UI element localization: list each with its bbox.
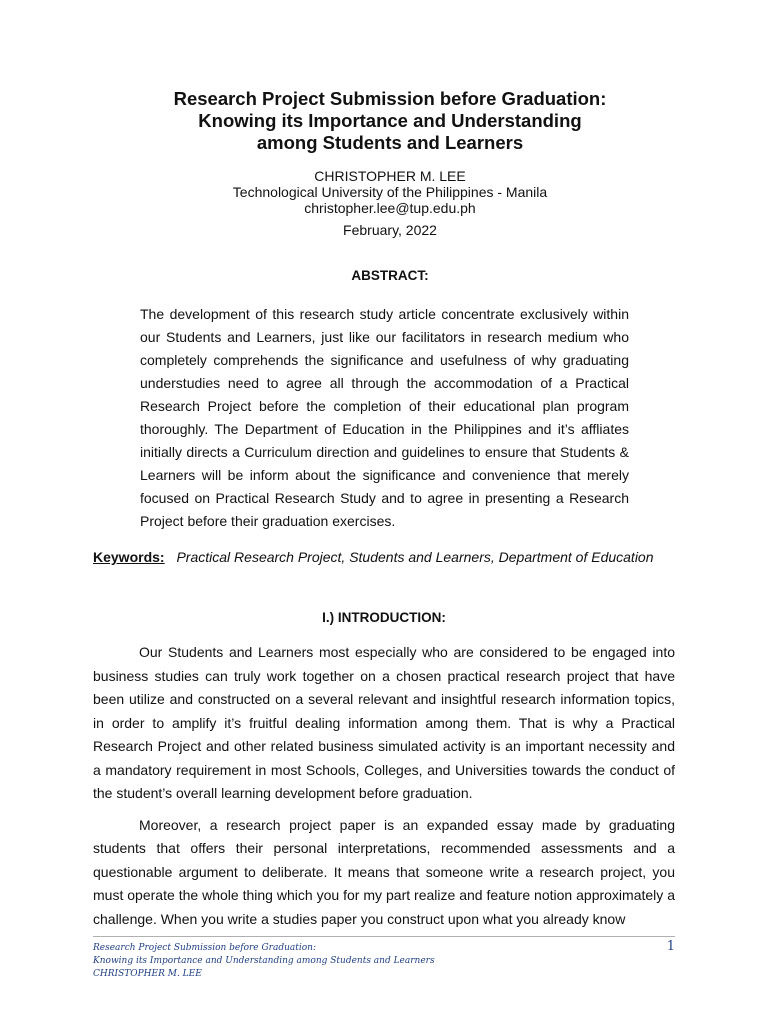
author-name: CHRISTOPHER M. LEE bbox=[314, 168, 466, 184]
publication-date: February, 2022 bbox=[343, 222, 437, 238]
introduction-paragraph: Our Students and Learners most especially who are considered to be engaged into business studies can truly work together on a chosen practical research project that have been utilize and constructed on a several relevant and insightful research information topics, in order to amplify it’s fruitful dealing information among them. That is why a Practical Research Project and other related business simulated activity is an important necessity and a mandatory requirement in most Schools, Colleges, and Universities towards the conduct of the student’s overall learning development before graduation. bbox=[93, 644, 675, 801]
page-number: 1 bbox=[666, 939, 675, 954]
footer-divider bbox=[93, 936, 675, 937]
keywords-line bbox=[93, 548, 713, 566]
footer-line-3: CHRISTOPHER M. LEE bbox=[93, 969, 202, 979]
title-line-3: among Students and Learners bbox=[256, 132, 524, 153]
paper-title bbox=[100, 88, 680, 154]
abstract-heading: ABSTRACT: bbox=[351, 268, 429, 283]
keywords-label: Keywords: bbox=[93, 549, 165, 565]
running-footer bbox=[93, 942, 653, 981]
keywords-text: Practical Research Project, Students and Learners, Department of Education bbox=[176, 549, 654, 565]
author-block bbox=[100, 168, 680, 216]
introduction-paragraph: Moreover, a research project paper is an expanded essay made by graduating students that offers their personal interpretations, recommended assessments and a questionable argument to deliberate. It means that someone write a research project, you must operate the whole thing which you for my part realize and feature notion approximately a challenge. When you write a studies paper you construct upon what you already know bbox=[93, 816, 675, 927]
introduction-heading: I.) INTRODUCTION: bbox=[322, 610, 446, 625]
author-affiliation: Technological University of the Philippines - Manila bbox=[232, 184, 548, 200]
title-line-1: Research Project Submission before Graduation: bbox=[173, 88, 607, 109]
title-line-2: Knowing its Importance and Understanding bbox=[198, 110, 582, 131]
introduction-body bbox=[93, 641, 675, 939]
author-email: christopher.lee@tup.edu.ph bbox=[304, 200, 476, 216]
footer-line-2: Knowing its Importance and Understanding among Students and Learners bbox=[93, 956, 435, 966]
abstract-body: The development of this research study article concentrate exclusively within our Students and Learners, just like our facilitators in research medium who completely comprehends the significance and usefulness of why graduating understudies need to agree all through the accommodation of a Practical Research Project before the completion of their educational plan program thoroughly. The Department of Education in the Philippines and it’s affliates initially directs a Curriculum direction and guidelines to ensure that Students & Learners will be inform about the significance and convenience that merely focused on Practical Research Study and to agree in presenting a Research Project before their graduation exercises. bbox=[140, 306, 629, 529]
footer-line-1: Research Project Submission before Graduation: bbox=[93, 943, 317, 953]
